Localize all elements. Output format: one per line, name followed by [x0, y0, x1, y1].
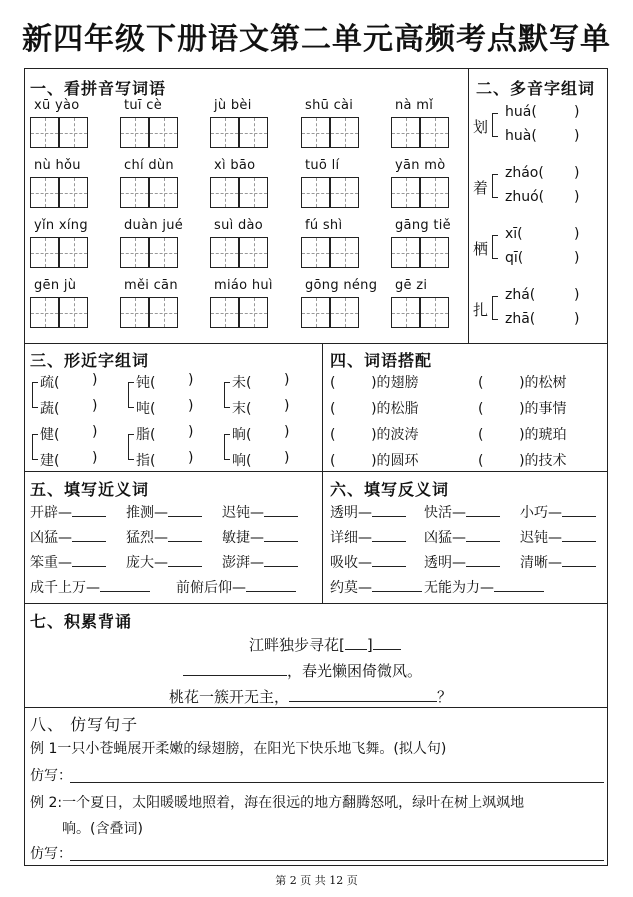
pinyin-label: gē zi: [395, 278, 428, 293]
char-box[interactable]: [210, 237, 239, 268]
answer-blank[interactable]: [466, 566, 500, 567]
answer-blank[interactable]: [72, 541, 106, 542]
char-box[interactable]: [120, 117, 149, 148]
answer-blank[interactable]: [372, 541, 406, 542]
section-heading: 六、填写反义词: [330, 480, 450, 499]
similar-char-item: 疏(: [40, 375, 60, 391]
paren-close: ): [284, 398, 290, 414]
char-box[interactable]: [149, 297, 178, 328]
fill-item: [30, 577, 150, 597]
char-box[interactable]: [59, 237, 88, 268]
answer-blank[interactable]: [466, 541, 500, 542]
poem-line-3: [169, 686, 452, 707]
fill-item: [176, 577, 296, 597]
brace-icon: [32, 434, 38, 460]
char-box[interactable]: [149, 177, 178, 208]
rewrite-line-1[interactable]: [70, 782, 604, 783]
char-box[interactable]: [210, 177, 239, 208]
fill-prompt: 清晰—: [520, 555, 562, 571]
answer-blank[interactable]: [100, 591, 150, 592]
char-box[interactable]: [30, 177, 59, 208]
poem-line-3-end: ？: [437, 688, 453, 706]
divider: [24, 603, 608, 604]
polyphone-char: 栖: [473, 240, 489, 258]
char-box[interactable]: [30, 117, 59, 148]
paren-close: ): [574, 104, 580, 120]
answer-blank[interactable]: [372, 566, 406, 567]
poem-line-2-blank[interactable]: [183, 675, 287, 676]
pinyin-label: xì bāo: [214, 158, 256, 173]
pinyin-label: tuī cè: [124, 98, 163, 113]
fill-item: [330, 577, 422, 597]
paren-close: ): [188, 424, 194, 440]
poem-title: [249, 634, 401, 655]
char-box[interactable]: [120, 177, 149, 208]
char-box[interactable]: [330, 297, 359, 328]
char-box[interactable]: [420, 297, 449, 328]
pinyin-option: huá(: [505, 104, 537, 120]
pinyin-label: nù hǒu: [34, 158, 81, 173]
brace-icon: [492, 174, 498, 198]
brace-icon: [492, 235, 498, 259]
paren-close: ): [574, 311, 580, 327]
char-box[interactable]: [210, 297, 239, 328]
answer-blank[interactable]: [494, 591, 544, 592]
answer-blank[interactable]: [562, 566, 596, 567]
fill-item: [126, 527, 202, 547]
section-heading: 三、形近字组词: [30, 351, 150, 370]
char-box[interactable]: [120, 237, 149, 268]
poem-line-3-text: 桃花一簇开无主，: [169, 688, 290, 706]
fill-item: [222, 502, 298, 522]
fill-prompt: 庞大—: [126, 555, 168, 571]
fill-prompt: 澎湃—: [222, 555, 264, 571]
pinyin-label: xū yào: [34, 98, 80, 113]
answer-blank[interactable]: [372, 591, 422, 592]
fill-item: [30, 527, 106, 547]
brace-icon: [224, 382, 230, 408]
fill-item: [30, 552, 106, 572]
phrase-match-item: ( )的波涛: [330, 427, 419, 443]
char-box[interactable]: [301, 297, 330, 328]
fill-prompt: 迟钝—: [520, 530, 562, 546]
pinyin-option: zháo(: [505, 165, 544, 181]
char-box[interactable]: [239, 177, 268, 208]
rewrite-label-1: 仿写：: [30, 768, 72, 784]
pinyin-label: jù bèi: [214, 98, 252, 113]
fill-prompt: 透明—: [424, 555, 466, 571]
pinyin-label: gēn jù: [34, 278, 77, 293]
phrase-match-item: ( )的松脂: [330, 401, 419, 417]
pinyin-label: měi cān: [124, 278, 178, 293]
paren-close: ): [92, 450, 98, 466]
pinyin-label: chí dùn: [124, 158, 174, 173]
char-box[interactable]: [330, 177, 359, 208]
poem-line-2: [183, 660, 422, 681]
pinyin-label: nà mǐ: [395, 98, 434, 113]
answer-blank[interactable]: [246, 591, 296, 592]
fill-prompt: 推测—: [126, 505, 168, 521]
char-box[interactable]: [301, 237, 330, 268]
paren-close: ): [188, 372, 194, 388]
char-box[interactable]: [59, 177, 88, 208]
pinyin-option: zhā(: [505, 311, 536, 327]
fill-prompt: 敏捷—: [222, 530, 264, 546]
paren-close: ): [284, 372, 290, 388]
char-box[interactable]: [149, 237, 178, 268]
fill-prompt: 小巧—: [520, 505, 562, 521]
answer-blank[interactable]: [562, 516, 596, 517]
fill-prompt: 约莫—: [330, 580, 372, 596]
poem-line-3-blank[interactable]: [289, 701, 437, 702]
pinyin-label: gāng tiě: [395, 218, 451, 233]
fill-item: [30, 502, 106, 522]
char-box[interactable]: [149, 117, 178, 148]
fill-prompt: 吸收—: [330, 555, 372, 571]
poem-title-close: ]: [366, 636, 373, 654]
divider: [24, 707, 608, 708]
char-box[interactable]: [210, 117, 239, 148]
answer-blank[interactable]: [72, 566, 106, 567]
paren-close: ): [574, 189, 580, 205]
poem-title-trailing-blank[interactable]: [373, 649, 401, 650]
fill-prompt: 猛烈—: [126, 530, 168, 546]
fill-prompt: 迟钝—: [222, 505, 264, 521]
similar-char-item: 吨(: [136, 401, 156, 417]
fill-prompt: 无能为力—: [424, 580, 494, 596]
page-number: 第 2 页 共 12 页: [275, 874, 358, 887]
pinyin-option: zhuó(: [505, 189, 545, 205]
answer-blank[interactable]: [562, 541, 596, 542]
rewrite-line-2[interactable]: [70, 860, 604, 861]
divider: [468, 68, 469, 343]
phrase-match-item: ( )的翅膀: [330, 375, 419, 391]
similar-char-item: 晌(: [232, 427, 252, 443]
pinyin-label: duàn jué: [124, 218, 184, 233]
poem-line-2-text: ，春光懒困倚微风。: [287, 662, 423, 680]
brace-icon: [32, 382, 38, 408]
fill-prompt: 快活—: [424, 505, 466, 521]
page-title: 新四年级下册语文第二单元高频考点默写单: [22, 22, 611, 57]
example-sentence-2: 例 2:一个夏日，太阳暖暖地照着，海在很远的地方翻腾怒吼，绿叶在树上飒飒地: [30, 795, 525, 811]
fill-prompt: 前俯后仰—: [176, 580, 246, 596]
phrase-match-item: ( )的松树: [478, 375, 567, 391]
brace-icon: [128, 434, 134, 460]
fill-item: [330, 527, 406, 547]
similar-char-item: 蔬(: [40, 401, 60, 417]
char-box[interactable]: [59, 297, 88, 328]
char-box[interactable]: [420, 117, 449, 148]
fill-prompt: 透明—: [330, 505, 372, 521]
poem-author-blank[interactable]: [345, 649, 367, 650]
fill-item: [424, 577, 544, 597]
answer-blank[interactable]: [168, 516, 202, 517]
pinyin-label: fú shì: [305, 218, 343, 233]
fill-item: [330, 502, 406, 522]
paren-close: ): [188, 450, 194, 466]
section-heading: 八、 仿写句子: [30, 715, 139, 734]
answer-blank[interactable]: [466, 516, 500, 517]
phrase-match-item: ( )的琥珀: [478, 427, 567, 443]
polyphone-char: 扎: [473, 301, 489, 319]
brace-icon: [224, 434, 230, 460]
fill-prompt: 开辟—: [30, 505, 72, 521]
fill-item: [222, 527, 298, 547]
pinyin-option: qī(: [505, 250, 524, 266]
answer-blank[interactable]: [168, 541, 202, 542]
char-box[interactable]: [30, 297, 59, 328]
polyphone-char: 着: [473, 179, 489, 197]
pinyin-label: shū cài: [305, 98, 354, 113]
answer-blank[interactable]: [264, 541, 298, 542]
similar-char-item: 未(: [232, 375, 252, 391]
pinyin-label: tuō lí: [305, 158, 340, 173]
pinyin-option: huà(: [505, 128, 537, 144]
phrase-match-item: ( )的技术: [478, 453, 567, 469]
fill-item: [126, 502, 202, 522]
similar-char-item: 指(: [136, 453, 156, 469]
phrase-match-item: ( )的事情: [478, 401, 567, 417]
fill-item: [424, 552, 500, 572]
char-box[interactable]: [330, 117, 359, 148]
fill-item: [424, 527, 500, 547]
fill-prompt: 成千上万—: [30, 580, 100, 596]
answer-blank[interactable]: [264, 566, 298, 567]
paren-close: ): [284, 450, 290, 466]
phrase-match-item: ( )的圆环: [330, 453, 419, 469]
fill-prompt: 凶猛—: [424, 530, 466, 546]
fill-prompt: 笨重—: [30, 555, 72, 571]
fill-prompt: 详细—: [330, 530, 372, 546]
paren-close: ): [574, 226, 580, 242]
paren-close: ): [574, 128, 580, 144]
example-sentence-2-cont: 响。(含叠词): [62, 821, 143, 837]
answer-blank[interactable]: [72, 516, 106, 517]
char-box[interactable]: [391, 117, 420, 148]
paren-close: ): [92, 398, 98, 414]
brace-icon: [492, 296, 498, 320]
similar-char-item: 脂(: [136, 427, 156, 443]
fill-item: [126, 552, 202, 572]
char-box[interactable]: [239, 117, 268, 148]
rewrite-label-2: 仿写：: [30, 846, 72, 862]
divider: [24, 471, 608, 472]
char-box[interactable]: [391, 237, 420, 268]
pinyin-label: miáo huì: [214, 278, 273, 293]
char-box[interactable]: [120, 297, 149, 328]
char-box[interactable]: [301, 117, 330, 148]
fill-item: [424, 502, 500, 522]
section-heading: 四、词语搭配: [330, 351, 433, 370]
section-heading: 一、看拼音写词语: [30, 79, 167, 98]
fill-item: [520, 552, 596, 572]
fill-item: [520, 527, 596, 547]
char-box[interactable]: [391, 297, 420, 328]
paren-close: ): [188, 398, 194, 414]
brace-icon: [492, 113, 498, 137]
similar-char-item: 钝(: [136, 375, 156, 391]
pinyin-label: gōng néng: [305, 278, 378, 293]
brace-icon: [128, 382, 134, 408]
example-sentence-1: 例 1一只小苍蝇展开柔嫩的绿翅膀，在阳光下快乐地飞舞。(拟人句): [30, 741, 447, 757]
pinyin-option: xī(: [505, 226, 523, 242]
fill-item: [222, 552, 298, 572]
char-box[interactable]: [59, 117, 88, 148]
similar-char-item: 末(: [232, 401, 252, 417]
section-heading: 二、多音字组词: [476, 79, 596, 98]
divider: [24, 343, 608, 344]
char-box[interactable]: [420, 177, 449, 208]
paren-close: ): [574, 165, 580, 181]
pinyin-label: suì dào: [214, 218, 264, 233]
answer-blank[interactable]: [168, 566, 202, 567]
pinyin-label: yǐn xíng: [34, 218, 88, 233]
paren-close: ): [92, 424, 98, 440]
fill-item: [520, 502, 596, 522]
char-box[interactable]: [239, 237, 268, 268]
paren-close: ): [574, 250, 580, 266]
fill-item: [330, 552, 406, 572]
similar-char-item: 响(: [232, 453, 252, 469]
paren-close: ): [92, 372, 98, 388]
pinyin-option: zhá(: [505, 287, 536, 303]
answer-blank[interactable]: [372, 516, 406, 517]
divider: [322, 343, 323, 603]
paren-close: ): [284, 424, 290, 440]
section-heading: 五、填写近义词: [30, 480, 150, 499]
similar-char-item: 健(: [40, 427, 60, 443]
char-box[interactable]: [30, 237, 59, 268]
pinyin-label: yān mò: [395, 158, 446, 173]
char-box[interactable]: [301, 177, 330, 208]
answer-blank[interactable]: [264, 516, 298, 517]
char-box[interactable]: [330, 237, 359, 268]
char-box[interactable]: [239, 297, 268, 328]
poem-title-text: 江畔独步寻花[: [249, 636, 345, 654]
char-box[interactable]: [420, 237, 449, 268]
section-heading: 七、积累背诵: [30, 612, 133, 631]
polyphone-char: 划: [473, 118, 489, 136]
fill-prompt: 凶猛—: [30, 530, 72, 546]
paren-close: ): [574, 287, 580, 303]
similar-char-item: 建(: [40, 453, 60, 469]
char-box[interactable]: [391, 177, 420, 208]
